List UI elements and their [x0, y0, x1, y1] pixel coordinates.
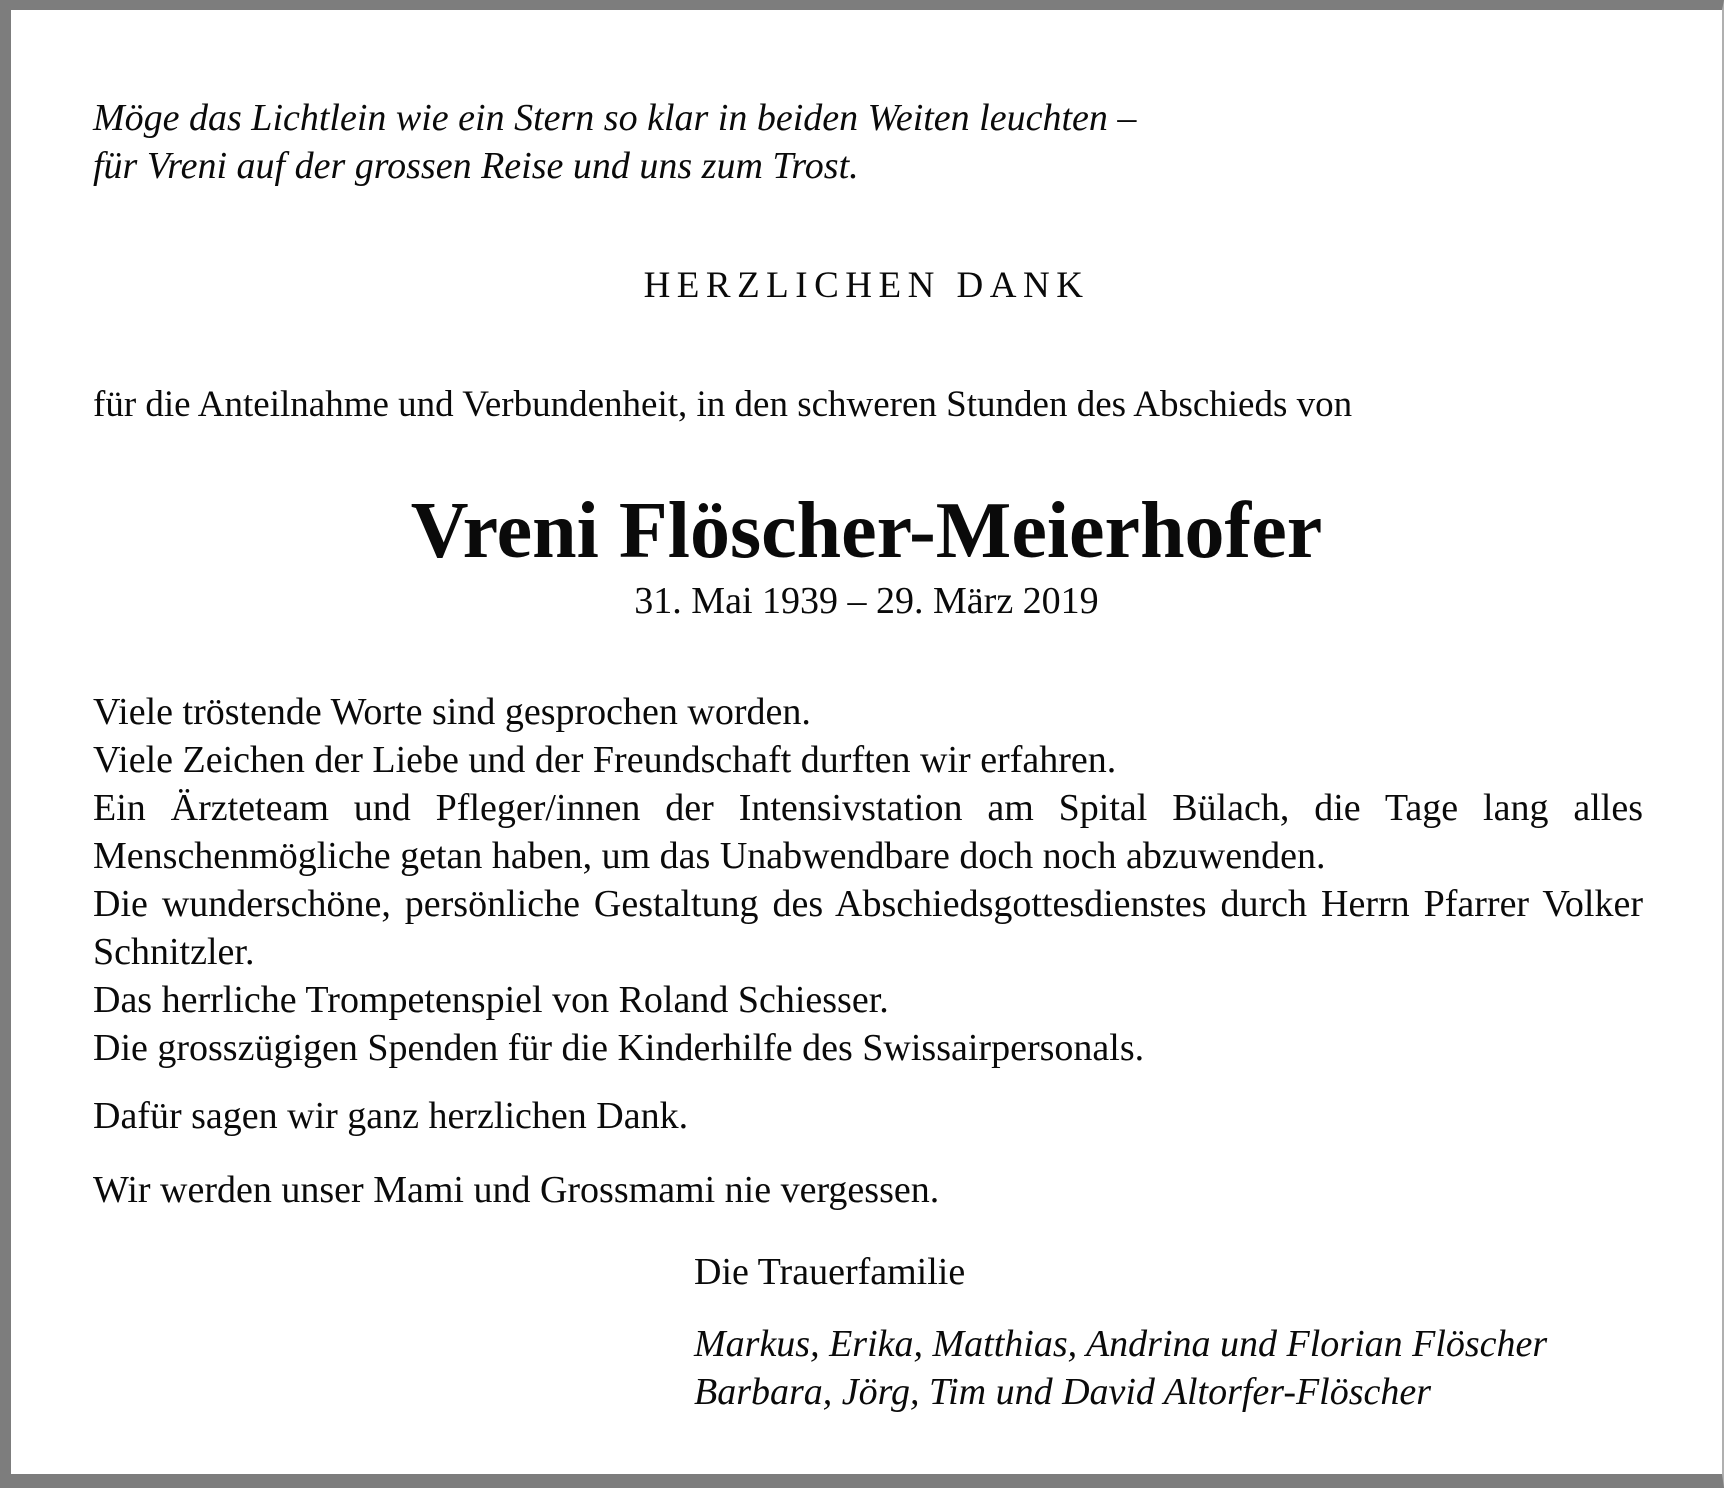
motto-verse: [93, 94, 1136, 190]
thanks-heading: HERZLICHEN DANK: [643, 265, 1090, 306]
closing-thanks: Dafür sagen wir ganz herzlichen Dank.: [93, 1095, 689, 1137]
gratitude-item: Viele Zeichen der Liebe und der Freundschaft durften wir erfahren.: [93, 739, 1117, 781]
gratitude-item: Die wunderschöne, persönliche Gestaltung des Abschiedsgottesdienstes durch Herrn Pfarrer Volker Schnitzler.: [93, 883, 1643, 973]
gratitude-item: Das herrliche Trompetenspiel von Roland Schiesser.: [93, 979, 889, 1021]
gratitude-item: Die grosszügigen Spenden für die Kinderhilfe des Swissairpersonals.: [93, 1027, 1145, 1069]
gratitude-item: Ein Ärzteteam und Pfleger/innen der Intensivstation am Spital Bülach, die Tage lang alles Menschenmögliche getan haben, um das Unabwendbare doch noch abzuwenden.: [93, 787, 1643, 877]
deceased-name: Vreni Flöscher-Meierhofer: [410, 487, 1323, 575]
motto-line: für Vreni auf der grossen Reise und uns zum Trost.: [93, 145, 859, 187]
intro-text: für die Anteilnahme und Verbundenheit, in den schweren Stunden des Abschieds von: [93, 384, 1353, 425]
closing-remembrance: Wir werden unser Mami und Grossmami nie vergessen.: [93, 1169, 940, 1211]
motto-line: Möge das Lichtlein wie ein Stern so klar in beiden Weiten leuchten –: [93, 97, 1137, 139]
family-member-line: Barbara, Jörg, Tim und David Altorfer-Flöscher: [694, 1371, 1432, 1413]
family-label: Die Trauerfamilie: [694, 1251, 966, 1293]
gratitude-list: [93, 688, 1643, 1072]
gratitude-item: Viele tröstende Worte sind gesprochen worden.: [93, 691, 811, 733]
life-dates: 31. Mai 1939 – 29. März 2019: [634, 580, 1099, 622]
family-members: [694, 1320, 1547, 1416]
family-member-line: Markus, Erika, Matthias, Andrina und Florian Flöscher: [694, 1323, 1548, 1365]
